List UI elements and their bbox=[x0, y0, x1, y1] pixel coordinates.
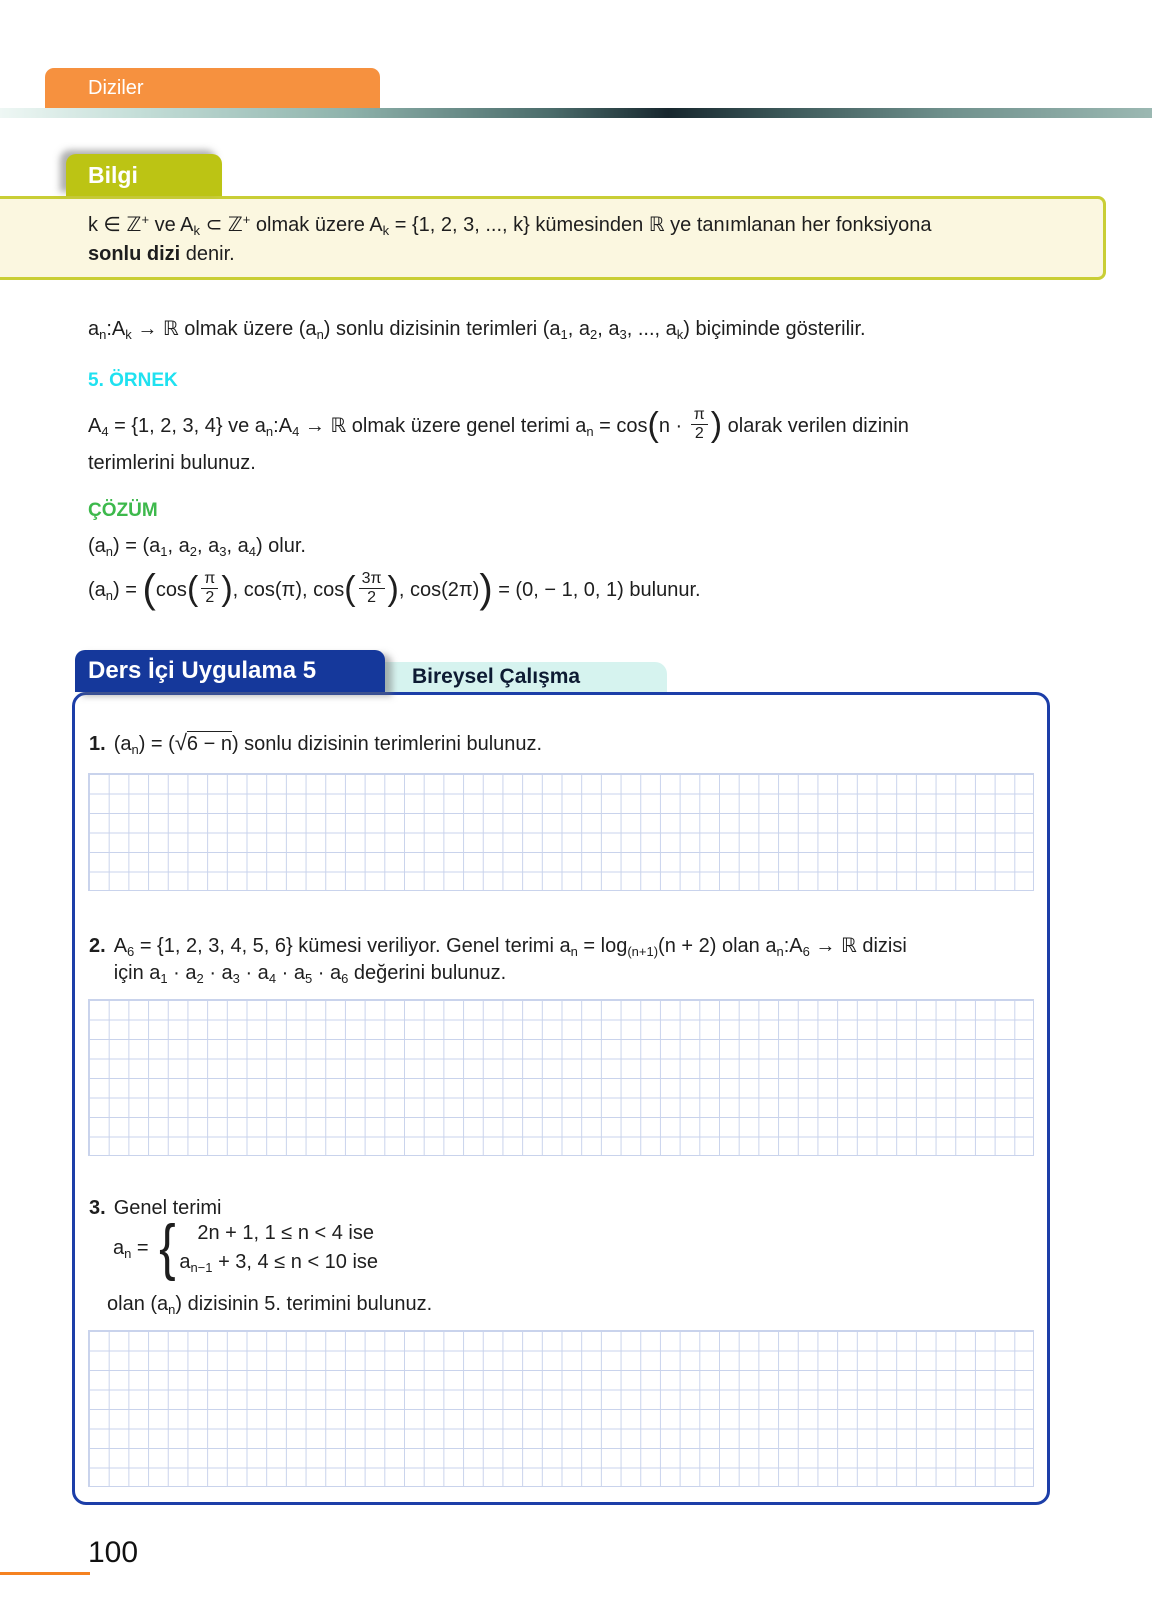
problem-2-text bbox=[114, 933, 907, 987]
bilgi-text-line2: sonlu dizi denir. bbox=[88, 243, 235, 265]
problem-3-piecewise bbox=[113, 1213, 379, 1282]
bilgi-box bbox=[0, 196, 1106, 280]
header-gradient-bar bbox=[0, 108, 1152, 118]
problem-1 bbox=[89, 729, 542, 758]
problem-2 bbox=[89, 933, 907, 987]
answer-grid-3 bbox=[88, 1330, 1034, 1487]
chapter-tab-label: Diziler bbox=[88, 76, 144, 99]
solution-line2: $(a_n) = (\cos$( $\frac{\pi}{2}$ ), cos(π), cos( $\frac{3\pi}{2}$ ), cos(2π)) = (0, − 1, 0, 1) bulunur. bbox=[88, 566, 701, 611]
work-mode-tab bbox=[385, 662, 667, 692]
problem-2-number: 2. bbox=[89, 935, 106, 957]
problem-2-line2: için $a_1 \cdot a_2 \cdot a_3 \cdot a_4 \cdot a_5 \cdot a_6$ değerini bulunuz. bbox=[113, 962, 507, 986]
example-heading: 5. ÖRNEK bbox=[88, 370, 178, 391]
solution-line1: $(a_n) = (a_1$, $a_2$, $a_3$, $a_4$) olur. bbox=[88, 535, 306, 559]
solution-heading: ÇÖZÜM bbox=[88, 500, 158, 521]
problem-3 bbox=[89, 1195, 222, 1222]
problem-3-outro: olan $(a_n)$ dizisinin 5. terimini bulunuz. bbox=[107, 1293, 433, 1317]
problem-1-text: $(a_n) = (√6 - n)$ sonlu dizisinin terimlerini bulunuz. bbox=[113, 730, 543, 757]
piecewise-lhs: $a_n$ = bbox=[113, 1236, 149, 1261]
answer-grid-2 bbox=[88, 999, 1034, 1156]
uygulama-title-tab bbox=[75, 650, 385, 692]
problem-2-line1: $A_6 = \{1$, 2, 3, 4, 5, 6} kümesi veriliyor. Genel terimi $a_n = \log_{(n+1)}(n + 2)$ olan $a_n:A_6$ → ℝ dizisi bbox=[113, 935, 907, 959]
bilgi-tab bbox=[66, 154, 222, 196]
chapter-tab bbox=[45, 68, 380, 108]
example-line2: terimlerini bulunuz. bbox=[88, 452, 256, 474]
piecewise-cases bbox=[179, 1219, 378, 1277]
page-number: 100 bbox=[88, 1536, 139, 1569]
work-mode-label: Bireysel Çalışma bbox=[412, 665, 581, 688]
problem-3-intro: Genel terimi bbox=[113, 1197, 222, 1219]
example-body bbox=[88, 402, 1068, 476]
example-line1: $A_4 = \{1$, 2, 3, 4} ve $a_n:A_4$ → ℝ olmak üzere genel terimi $a_n = \cos(n$ · $\frac{\pi}{2}$ ) olarak verilen dizinin bbox=[88, 405, 909, 444]
bilgi-text-line1: k ∈ ℤ+ ve $A_k$ ⊂ ℤ+ olmak üzere $A_k = \{1$, 2, 3, ..., k} kümesinden ℝ ye tanımlanan her fonksiyona bbox=[88, 212, 932, 238]
uygulama-title-label: Ders İçi Uygulama 5 bbox=[88, 657, 317, 684]
intro-paragraph: $a_n:A_k$ → ℝ olmak üzere $(a_n)$ sonlu dizisinin terimleri ($a_1$, $a_2$, $a_3$, ..., $a_k$) biçiminde gösterilir. bbox=[88, 318, 866, 342]
piecewise-brace: { bbox=[158, 1213, 176, 1282]
problem-3-number: 3. bbox=[89, 1197, 106, 1219]
footer-accent-line bbox=[0, 1572, 90, 1575]
uygulama-box bbox=[72, 692, 1050, 1505]
problem-1-number: 1. bbox=[89, 733, 106, 755]
bilgi-tab-label: Bilgi bbox=[88, 161, 138, 188]
piecewise-case2: $a_{n-1} + 3$, 4 ≤ n < 10 ise bbox=[179, 1251, 379, 1275]
answer-grid-1 bbox=[88, 773, 1034, 891]
piecewise-case1: 2n + 1, 1 ≤ n < 4 ise bbox=[197, 1222, 374, 1244]
